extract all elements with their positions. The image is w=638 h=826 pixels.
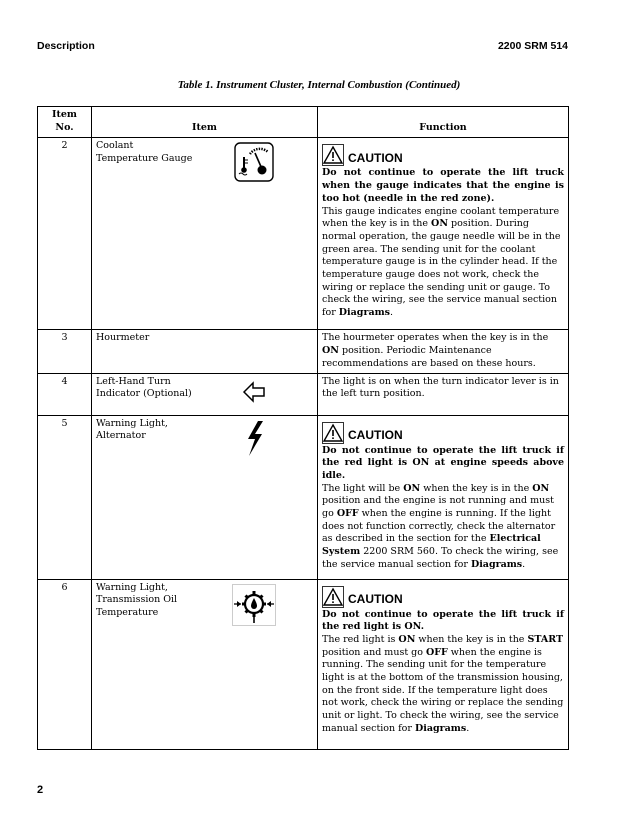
function-text: This gauge indicates engine coolant temperature when the key is in the ON position. During normal operation, the gauge needle will be in the green area. The sending unit for the coolant temperature gauge is in the cylinder head. If the temperature gauge does not work, check the wiring or replace the sending unit or gauge. To check the wiring, see the service manual section for Diagrams. bbox=[322, 205, 561, 319]
item-number: 6 bbox=[38, 579, 92, 749]
function-cell bbox=[318, 330, 569, 373]
col-header-function: Function bbox=[318, 107, 569, 138]
function-cell bbox=[318, 138, 569, 330]
table-header-row bbox=[38, 107, 569, 138]
warning-triangle-icon bbox=[322, 586, 344, 608]
caution-heading: CAUTION bbox=[322, 144, 564, 166]
item-name: Coolant Temperature Gauge bbox=[96, 140, 193, 165]
table-row bbox=[38, 579, 569, 749]
table-row bbox=[38, 373, 569, 415]
item-name: Warning Light, Alternator bbox=[96, 417, 168, 442]
item-name: Left-Hand Turn Indicator (Optional) bbox=[96, 375, 192, 400]
caution-heading: CAUTION bbox=[322, 586, 564, 608]
item-number: 2 bbox=[38, 138, 92, 330]
warning-text: Do not continue to operate the lift truck if the red light is ON at engine speeds above idle. bbox=[322, 444, 564, 481]
item-name: Hourmeter bbox=[96, 332, 150, 344]
function-cell bbox=[318, 373, 569, 415]
table-row bbox=[38, 138, 569, 330]
coolant-temperature-gauge-icon bbox=[234, 142, 274, 187]
function-cell bbox=[318, 579, 569, 749]
item-cell bbox=[92, 415, 318, 579]
caution-heading: CAUTION bbox=[322, 422, 564, 444]
item-number: 3 bbox=[38, 330, 92, 373]
warning-text: Do not continue to operate the lift truck when the gauge indicates that the engine is too hot (needle in the red zone). bbox=[322, 167, 564, 204]
warning-text: Do not continue to operate the lift truck if the red light is ON. bbox=[322, 608, 564, 633]
item-cell bbox=[92, 373, 318, 415]
function-text: The hourmeter operates when the key is in the ON position. Periodic Maintenance recommendations are based on these hours. bbox=[322, 332, 549, 369]
col-header-item: Item bbox=[92, 107, 318, 138]
instrument-table bbox=[37, 106, 569, 750]
function-text: The light will be ON when the key is in the ON position and the engine is not running and must go OFF when the engine is running. If the light does not function correctly, check the alternator as described in the section for the Electrical System 2200 SRM 560. To check the wiring, see the service manual section for Diagrams. bbox=[322, 482, 559, 570]
item-name: Warning Light, Transmission Oil Temperature bbox=[96, 581, 178, 618]
warning-triangle-icon bbox=[322, 422, 344, 444]
table-row bbox=[38, 415, 569, 579]
table-caption: Table 1. Instrument Cluster, Internal Combustion (Continued) bbox=[177, 79, 461, 91]
item-cell bbox=[92, 579, 318, 749]
item-cell bbox=[92, 330, 318, 373]
header-left: Description bbox=[37, 40, 95, 52]
lightning-bolt-icon bbox=[243, 420, 267, 463]
page-number: 2 bbox=[37, 784, 44, 796]
function-text: The red light is ON when the key is in the START position and must go OFF when the engine is running. The sending unit for the temperature light is at the bottom of the transmission housing, on the front side. If the temperature light does not work, check the wiring or replace the sending unit or light. To check the wiring, see the service manual section for Diagrams. bbox=[322, 633, 564, 734]
item-number: 4 bbox=[38, 373, 92, 415]
function-cell bbox=[318, 415, 569, 579]
table-row bbox=[38, 330, 569, 373]
item-number: 5 bbox=[38, 415, 92, 579]
warning-triangle-icon bbox=[322, 144, 344, 166]
left-arrow-icon bbox=[242, 380, 266, 409]
transmission-oil-temperature-icon bbox=[232, 584, 276, 631]
item-cell bbox=[92, 138, 318, 330]
header-right: 2200 SRM 514 bbox=[497, 40, 568, 52]
col-header-item-no: Item No. bbox=[38, 107, 92, 138]
function-text: The light is on when the turn indicator lever is in the left turn position. bbox=[322, 375, 559, 400]
